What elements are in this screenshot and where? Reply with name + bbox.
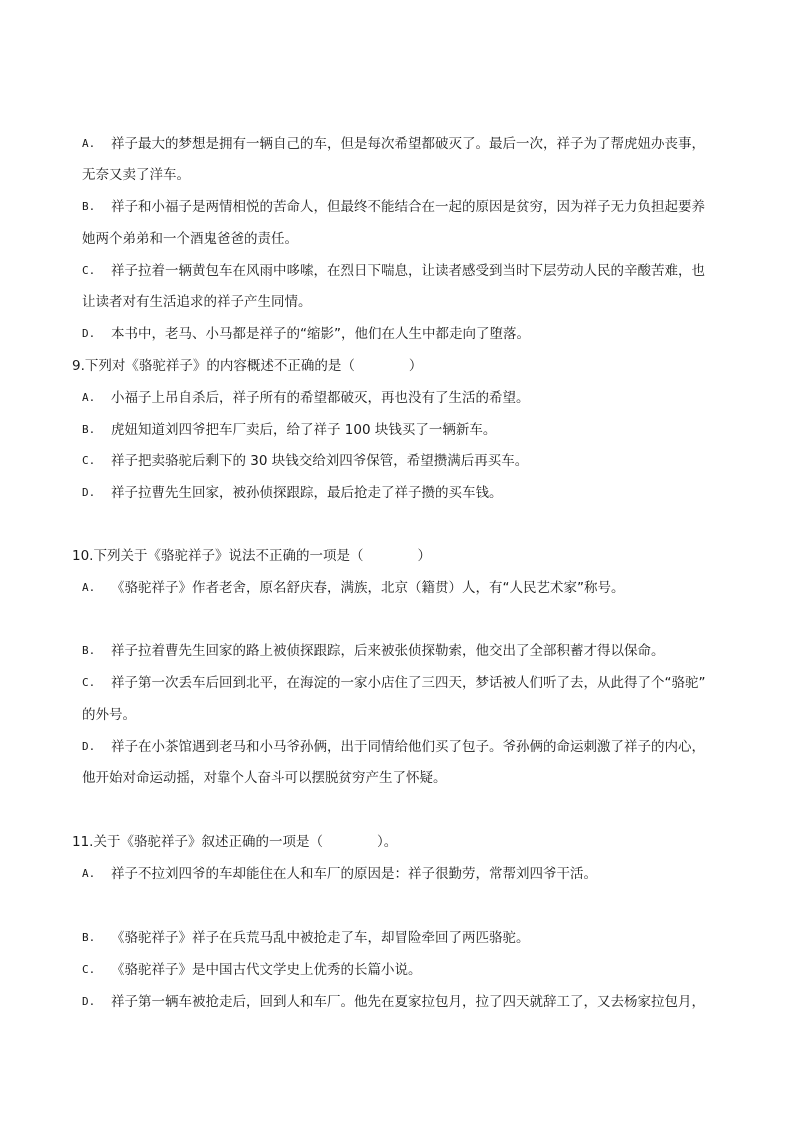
option-text: 《骆驼祥子》祥子在兵荒马乱中被抢走了车，却冒险牵回了两匹骆驼。 <box>111 930 530 946</box>
option-letter: D. <box>82 995 96 1008</box>
option-text: 祥子在小茶馆遇到老马和小马爷孙俩，出于同情给他们买了包子。爷孙俩的命运刺激了祥子的内心， <box>111 739 705 755</box>
option-text: 祥子拉曹先生回家，被孙侦探跟踪，最后抢走了祥子攒的买车钱。 <box>111 485 503 501</box>
option-text: 祥子第一次丢车后回到北平，在海淀的一家小店住了三四天，梦话被人们听了去，从此得了个“骆驼” <box>111 675 706 691</box>
option-text-continued: 她两个弟弟和一个酒鬼爸爸的责任。 <box>82 231 298 247</box>
option-text-continued: 无奈又卖了洋车。 <box>82 167 190 183</box>
option-text: 本书中，老马、小马都是祥子的“缩影”，他们在人生中都走向了堕落。 <box>111 326 530 342</box>
question-stem-9: 9.下列对《骆驼祥子》的内容概述不正确的是（ ） <box>72 358 423 374</box>
option-text: 《骆驼祥子》是中国古代文学史上优秀的长篇小说。 <box>111 962 422 978</box>
option-letter: A. <box>82 391 96 404</box>
option-letter: B. <box>82 644 96 657</box>
option-text-continued: 他开始对命运动摇，对靠个人奋斗可以摆脱贫穷产生了怀疑。 <box>82 770 447 786</box>
option-letter: C. <box>82 963 96 976</box>
option-text: 小福子上吊自杀后，祥子所有的希望都破灭，再也没有了生活的希望。 <box>111 390 530 406</box>
option-letter: B. <box>82 423 96 436</box>
option-letter: A. <box>82 137 96 150</box>
option-letter: A. <box>82 581 96 594</box>
option-text: 祥子第一辆车被抢走后，回到人和车厂。他先在夏家拉包月，拉了四天就辞工了，又去杨家拉包月， <box>111 994 705 1010</box>
option-letter: C. <box>82 676 96 689</box>
option-letter: A. <box>82 867 96 880</box>
question-stem-10: 10.下列关于《骆驼祥子》说法不正确的一项是（ ） <box>72 548 431 564</box>
option-text: 祥子拉着一辆黄包车在风雨中哆嗦，在烈日下喘息，让读者感受到当时下层劳动人民的辛酸苦难，也 <box>111 263 705 279</box>
option-text: 祥子和小福子是两情相悦的苦命人，但最终不能结合在一起的原因是贫穷，因为祥子无力负担起要养 <box>111 199 705 215</box>
option-text: 祥子最大的梦想是拥有一辆自己的车，但是每次希望都破灭了。最后一次，祥子为了帮虎妞办丧事， <box>111 136 705 152</box>
option-text: 祥子拉着曹先生回家的路上被侦探跟踪，后来被张侦探勒索，他交出了全部积蓄才得以保命。 <box>111 643 665 659</box>
option-text: 《骆驼祥子》作者老舍，原名舒庆春，满族，北京（籍贯）人，有“人民艺术家”称号。 <box>111 580 625 596</box>
option-text: 祥子把卖骆驼后剩下的 30 块钱交给刘四爷保管，希望攒满后再买车。 <box>111 453 529 469</box>
option-text: 虎妞知道刘四爷把车厂卖后，给了祥子 100 块钱买了一辆新车。 <box>111 422 497 438</box>
option-letter: D. <box>82 327 96 340</box>
question-stem-11: 11.关于《骆驼祥子》叙述正确的一项是（ ）。 <box>72 834 398 850</box>
option-text-continued: 的外号。 <box>82 707 136 723</box>
option-letter: C. <box>82 264 96 277</box>
option-letter: B. <box>82 200 96 213</box>
option-letter: D. <box>82 740 96 753</box>
option-letter: C. <box>82 454 96 467</box>
option-letter: D. <box>82 486 96 499</box>
option-text: 祥子不拉刘四爷的车却能住在人和车厂的原因是：祥子很勤劳，常帮刘四爷干活。 <box>111 866 597 882</box>
option-text-continued: 让读者对有生活追求的祥子产生同情。 <box>82 294 312 310</box>
option-letter: B. <box>82 931 96 944</box>
